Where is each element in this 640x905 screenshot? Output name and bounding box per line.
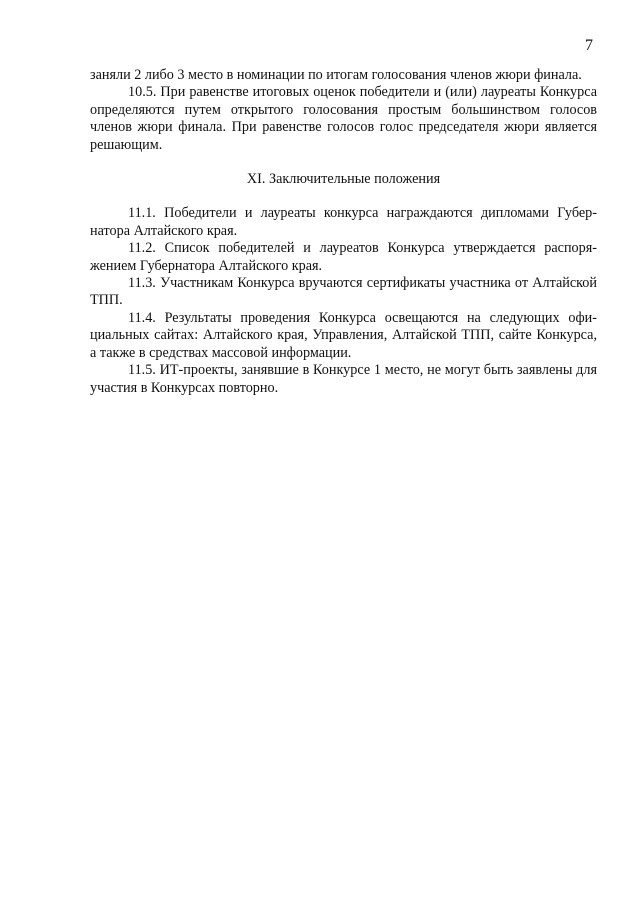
page-number: 7 [585, 37, 593, 54]
document-body [90, 67, 597, 397]
paragraph-11-3: 11.3. Участникам Конкурса вручаются сертификаты участника от Алтайской ТПП. [90, 275, 597, 309]
paragraph-11-4: 11.4. Результаты проведения Конкурса освещаются на следующих официальных сайтах: Алтайского края, Управления, Алтайской ТПП, сайте Конкурса, а также в средствах массовой информации. [90, 309, 597, 361]
paragraph-carryover: заняли 2 либо 3 место в номинации по итогам голосования членов жюри финала. [90, 67, 582, 83]
section-title: XI. Заключительные положения [246, 171, 441, 188]
paragraph-11-2: 11.2. Список победителей и лауреатов Конкурса утверждается распоряжением Губернатора Алтайского края. [90, 240, 597, 274]
paragraph-11-1: 11.1. Победители и лауреаты конкурса награждаются дипломами Губернатора Алтайского края. [90, 205, 597, 239]
paragraph-11-5: 11.5. ИТ-проекты, занявшие в Конкурсе 1 место, не могут быть заявлены для участия в Конкурсах повторно. [90, 362, 597, 396]
paragraph-10-5: 10.5. При равенстве итоговых оценок победители и (или) лауреаты Конкурса определяются путем открытого голосования простым большинством голосов членов жюри финала. При равенстве голосов голос председателя жюри является решающим. [90, 84, 597, 153]
